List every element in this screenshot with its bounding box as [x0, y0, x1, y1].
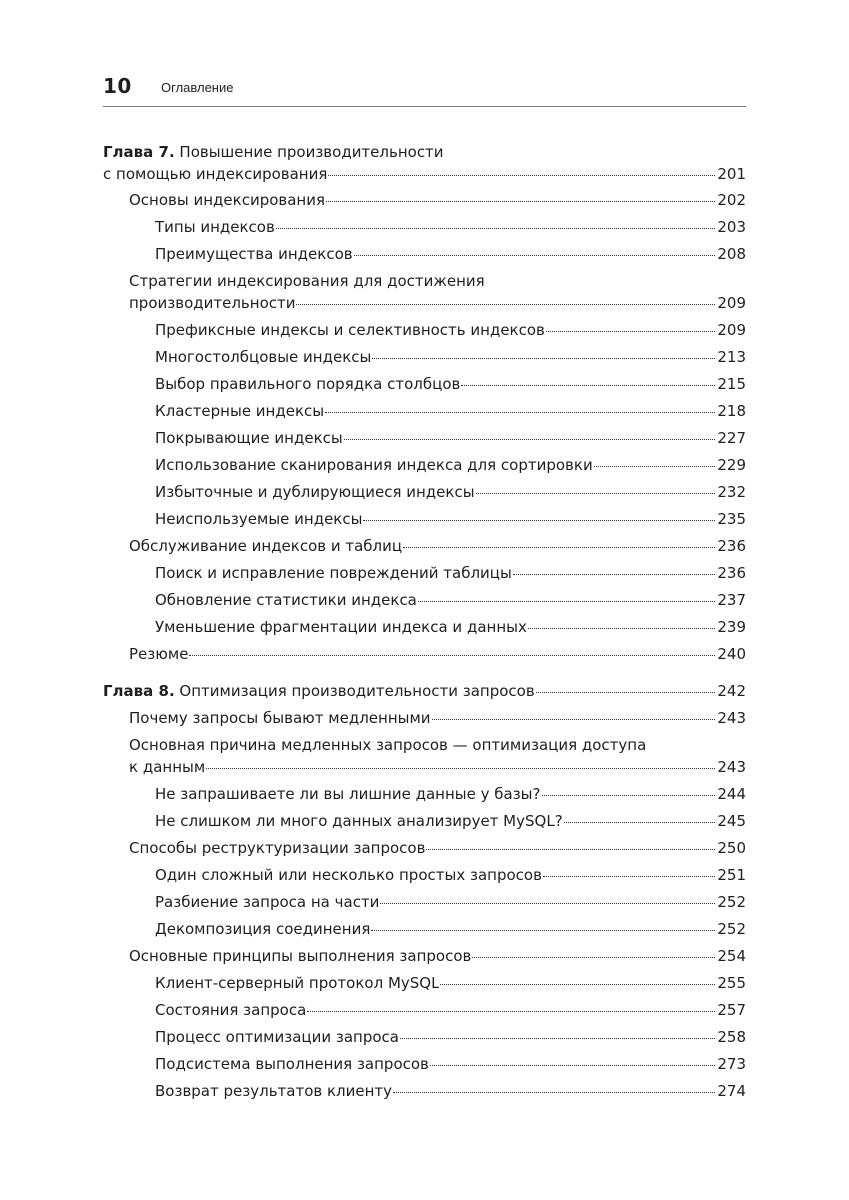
- dot-leader: [430, 1064, 715, 1066]
- toc-entry-title: Покрывающие индексы: [155, 429, 343, 447]
- toc-entry[interactable]: [155, 865, 746, 885]
- running-title: Оглавление: [161, 80, 234, 95]
- dot-leader: [307, 1010, 715, 1012]
- chapter-7-title-line1: Повышение производительности: [179, 143, 444, 161]
- toc-entry[interactable]: [155, 590, 746, 610]
- toc-entry-page: 201: [717, 165, 746, 183]
- dot-leader: [189, 654, 715, 656]
- toc-entry-chapter-7[interactable]: [103, 164, 746, 184]
- toc-entry-page: 242: [717, 682, 746, 700]
- toc-entry-title: Основные принципы выполнения запросов: [129, 947, 472, 965]
- toc-entry[interactable]: [155, 973, 746, 993]
- toc-entry-title: Разбиение запроса на части: [155, 893, 380, 911]
- toc-entry-chapter-8[interactable]: [103, 681, 746, 701]
- toc-entry-title: производительности: [129, 294, 296, 312]
- toc-entry[interactable]: [129, 838, 746, 858]
- dot-leader: [206, 767, 715, 769]
- toc-entry-title: Декомпозиция соединения: [155, 920, 371, 938]
- toc-entry-title: Состояния запроса: [155, 1001, 307, 1019]
- toc-entry-page: 218: [717, 402, 746, 420]
- page-header: [103, 74, 746, 107]
- dot-leader: [354, 254, 716, 256]
- toc-entry-page: 202: [717, 191, 746, 209]
- toc-entry[interactable]: [155, 509, 746, 529]
- toc-entry-page: 203: [717, 218, 746, 236]
- toc-entry-title: Префиксные индексы и селективность индексов: [155, 321, 545, 339]
- toc-entry[interactable]: [155, 217, 746, 237]
- dot-leader: [400, 1037, 715, 1039]
- toc-entry-title: Клиент-серверный протокол MySQL: [155, 974, 440, 992]
- toc-entry[interactable]: [155, 1081, 746, 1101]
- toc-entry-page: 232: [717, 483, 746, 501]
- toc-entry-page: 213: [717, 348, 746, 366]
- dot-leader: [440, 983, 715, 985]
- toc-entry[interactable]: [155, 563, 746, 583]
- chapter-8-title: Оптимизация производительности запросов: [179, 682, 535, 700]
- toc-entry-page: 209: [717, 294, 746, 312]
- dot-leader: [325, 411, 715, 413]
- dot-leader: [328, 174, 715, 176]
- toc-entry[interactable]: [155, 811, 746, 831]
- toc-entry[interactable]: [155, 1027, 746, 1047]
- toc-entry-title: Поиск и исправление повреждений таблицы: [155, 564, 512, 582]
- dot-leader: [461, 384, 715, 386]
- toc-entry-page: 250: [717, 839, 746, 857]
- toc-entry-page: 257: [717, 1001, 746, 1019]
- toc-entry-title: Обслуживание индексов и таблиц: [129, 537, 403, 555]
- toc-entry-page: 251: [717, 866, 746, 884]
- dot-leader: [371, 929, 715, 931]
- toc-entry-title: Уменьшение фрагментации индекса и данных: [155, 618, 527, 636]
- toc-entry-page: 239: [717, 618, 746, 636]
- toc-entry-title: Основы индексирования: [129, 191, 326, 209]
- toc-entry-page: 229: [717, 456, 746, 474]
- toc-entry[interactable]: [155, 892, 746, 912]
- toc-entry[interactable]: [155, 482, 746, 502]
- toc-entry-title: Кластерные индексы: [155, 402, 325, 420]
- toc-entry-title: Резюме: [129, 645, 189, 663]
- toc-entry-page: 236: [717, 537, 746, 555]
- dot-leader: [472, 956, 715, 958]
- toc-entry-title: Не слишком ли много данных анализирует MySQL?: [155, 812, 563, 830]
- dot-leader: [426, 848, 715, 850]
- toc-entry[interactable]: [129, 757, 746, 777]
- toc-entry-page: 208: [717, 245, 746, 263]
- toc-entry-page: 215: [717, 375, 746, 393]
- toc-entry-page: 243: [717, 709, 746, 727]
- toc-entry-page: 274: [717, 1082, 746, 1100]
- chapter-7-heading-line1: [103, 142, 444, 162]
- toc-entry-title: Подсистема выполнения запросов: [155, 1055, 429, 1073]
- dot-leader: [432, 718, 716, 720]
- toc-entry-page: 227: [717, 429, 746, 447]
- toc-entry[interactable]: [155, 428, 746, 448]
- toc-entry-page: 243: [717, 758, 746, 776]
- toc-entry-title: Не запрашиваете ли вы лишние данные у базы?: [155, 785, 541, 803]
- dot-leader: [543, 875, 715, 877]
- toc-entry-title: с помощью индексирования: [103, 165, 328, 183]
- toc-entry-title: Способы реструктуризации запросов: [129, 839, 426, 857]
- dot-leader: [276, 227, 716, 229]
- toc-entry-title-line1: Стратегии индексирования для достижения: [129, 272, 485, 290]
- toc-entry[interactable]: [155, 1000, 746, 1020]
- toc-entry-page: 255: [717, 974, 746, 992]
- toc-entry[interactable]: [155, 320, 746, 340]
- toc-entry-title: Почему запросы бывают медленными: [129, 709, 431, 727]
- dot-leader: [418, 600, 715, 602]
- toc-entry-title: Преимущества индексов: [155, 245, 353, 263]
- dot-leader: [393, 1091, 715, 1093]
- toc-entry[interactable]: [155, 1054, 746, 1074]
- toc-entry-title: Возврат результатов клиенту: [155, 1082, 393, 1100]
- dot-leader: [363, 519, 715, 521]
- dot-leader: [403, 546, 715, 548]
- toc-entry-page: 244: [717, 785, 746, 803]
- toc-entry-title: Один сложный или несколько простых запросов: [155, 866, 542, 884]
- toc-entry-page: 236: [717, 564, 746, 582]
- toc-entry-title: Неиспользуемые индексы: [155, 510, 363, 528]
- dot-leader: [564, 821, 716, 823]
- toc-entry-page: 209: [717, 321, 746, 339]
- toc-entry-title: Многостолбцовые индексы: [155, 348, 372, 366]
- toc-entry-title: [103, 681, 535, 701]
- toc-entry-page: 245: [717, 812, 746, 830]
- page-number: 10: [103, 74, 132, 98]
- toc-entry[interactable]: [155, 617, 746, 637]
- toc-entry-line1: [129, 735, 646, 755]
- dot-leader: [546, 330, 715, 332]
- toc-entry[interactable]: [129, 644, 746, 664]
- toc-entry-page: 240: [717, 645, 746, 663]
- toc-entry[interactable]: [129, 536, 746, 556]
- toc-entry-page: 237: [717, 591, 746, 609]
- chapter-8-label: Глава 8.: [103, 682, 175, 700]
- toc-entry-title: к данным: [129, 758, 206, 776]
- dot-leader: [594, 465, 716, 467]
- toc-entry[interactable]: [155, 455, 746, 475]
- dot-leader: [513, 573, 716, 575]
- toc-entry-page: 273: [717, 1055, 746, 1073]
- chapter-7-label: Глава 7.: [103, 143, 175, 161]
- dot-leader: [344, 438, 716, 440]
- toc-entry-title: Процесс оптимизации запроса: [155, 1028, 399, 1046]
- toc-entry-title: Типы индексов: [155, 218, 275, 236]
- toc-entry-title: Избыточные и дублирующиеся индексы: [155, 483, 475, 501]
- dot-leader: [372, 357, 715, 359]
- toc-entry-page: 252: [717, 893, 746, 911]
- dot-leader: [380, 902, 715, 904]
- toc-entry-title: Выбор правильного порядка столбцов: [155, 375, 461, 393]
- toc-entry-title: Обновление статистики индекса: [155, 591, 417, 609]
- dot-leader: [296, 303, 715, 305]
- dot-leader: [326, 200, 715, 202]
- toc-entry-page: 235: [717, 510, 746, 528]
- toc-entry[interactable]: [155, 244, 746, 264]
- toc-entry-line1: [129, 271, 485, 291]
- toc-entry-title: Использование сканирования индекса для сортировки: [155, 456, 593, 474]
- toc-entry[interactable]: [129, 708, 746, 728]
- toc-entry[interactable]: [129, 293, 746, 313]
- toc-entry[interactable]: [129, 946, 746, 966]
- toc-entry-title-line1: Основная причина медленных запросов — оптимизация доступа: [129, 736, 647, 754]
- toc-entry-page: 252: [717, 920, 746, 938]
- toc-entry[interactable]: [155, 919, 746, 939]
- dot-leader: [536, 691, 716, 693]
- toc-entry-page: 258: [717, 1028, 746, 1046]
- toc-entry-page: 254: [717, 947, 746, 965]
- toc-entry[interactable]: [155, 347, 746, 367]
- toc-entry[interactable]: [129, 190, 746, 210]
- dot-leader: [542, 794, 716, 796]
- toc-entry[interactable]: [155, 374, 746, 394]
- toc-entry[interactable]: [155, 784, 746, 804]
- dot-leader: [476, 492, 716, 494]
- dot-leader: [528, 627, 716, 629]
- toc-entry[interactable]: [155, 401, 746, 421]
